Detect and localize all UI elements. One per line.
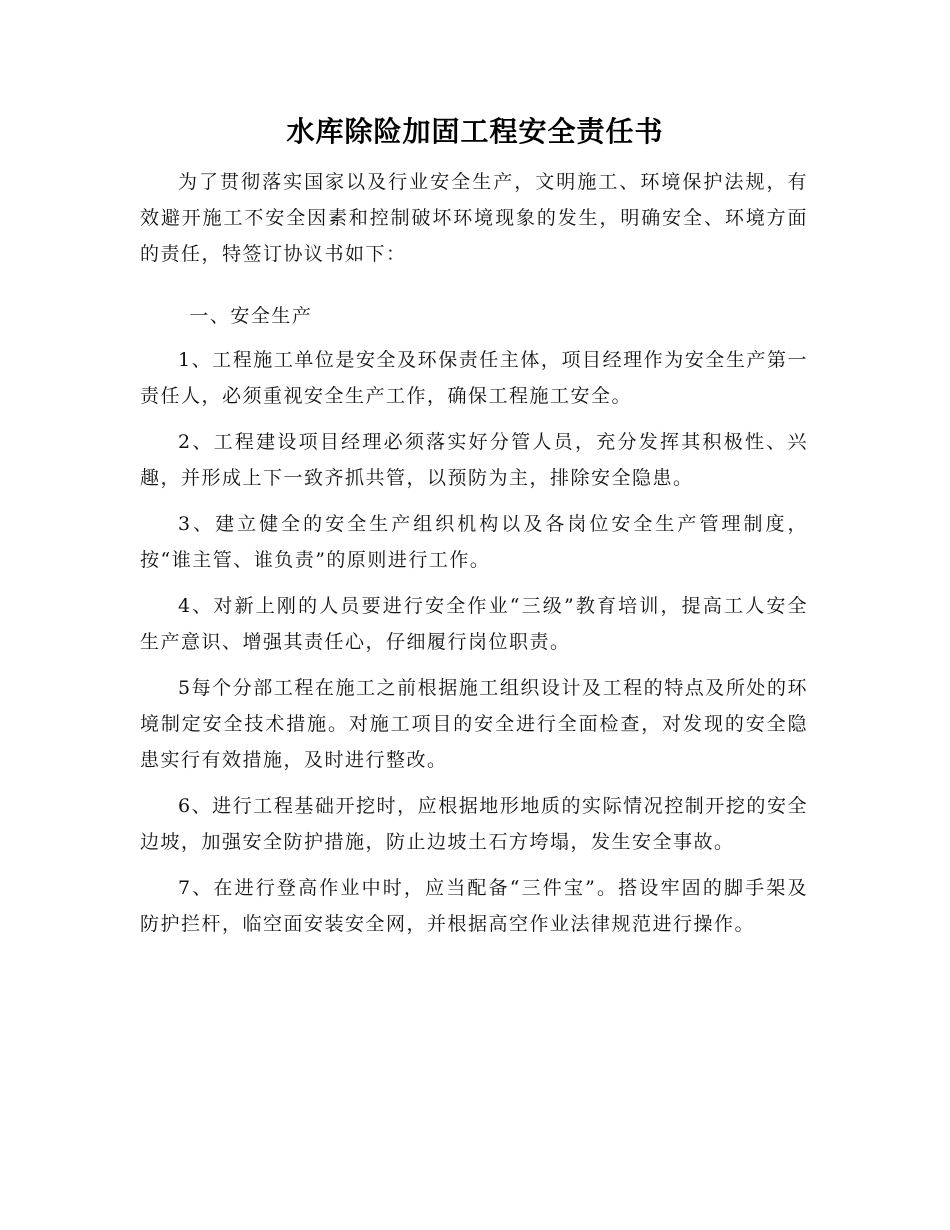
document-title: 水库除险加固工程安全责任书 [286, 115, 664, 148]
clause-2: 2、工程建设项目经理必须落实好分管人员，充分发挥其积极性、兴趣，并形成上下一致齐抓共管，以预防为主，排除安全隐患。 [140, 431, 808, 489]
clause-7: 7、在进行登高作业中时，应当配备“三件宝”。搭设牢固的脚手架及防护拦杆，临空面安装安全网，并根据高空作业法律规范进行操作。 [140, 877, 808, 935]
clause-4: 4、对新上刚的人员要进行安全作业“三级”教育培训，提高工人安全生产意识、增强其责任心，仔细履行岗位职责。 [140, 595, 808, 653]
document-body [140, 164, 808, 952]
clause-6: 6、进行工程基础开挖时，应根据地形地质的实际情况控制开挖的安全边坡，加强安全防护措施，防止边坡土石方垮塌，发生安全事故。 [140, 795, 808, 853]
section-heading-safety-production: 一、安全生产 [189, 305, 313, 327]
intro-paragraph: 为了贯彻落实国家以及行业安全生产，文明施工、环境保护法规，有效避开施工不安全因素和控制破坏环境现象的发生，明确安全、环境方面的责任，特签订协议书如下： [140, 171, 808, 265]
clause-1: 1、工程施工单位是安全及环保责任主体，项目经理作为安全生产第一责任人，必须重视安全生产工作，确保工程施工安全。 [140, 349, 808, 407]
clause-5: 5每个分部工程在施工之前根据施工组织设计及工程的特点及所处的环境制定安全技术措施。对施工项目的安全进行全面检查，对发现的安全隐患实行有效措施，及时进行整改。 [140, 677, 808, 771]
clause-3: 3、建立健全的安全生产组织机构以及各岗位安全生产管理制度，按“谁主管、谁负责”的原则进行工作。 [140, 513, 808, 571]
